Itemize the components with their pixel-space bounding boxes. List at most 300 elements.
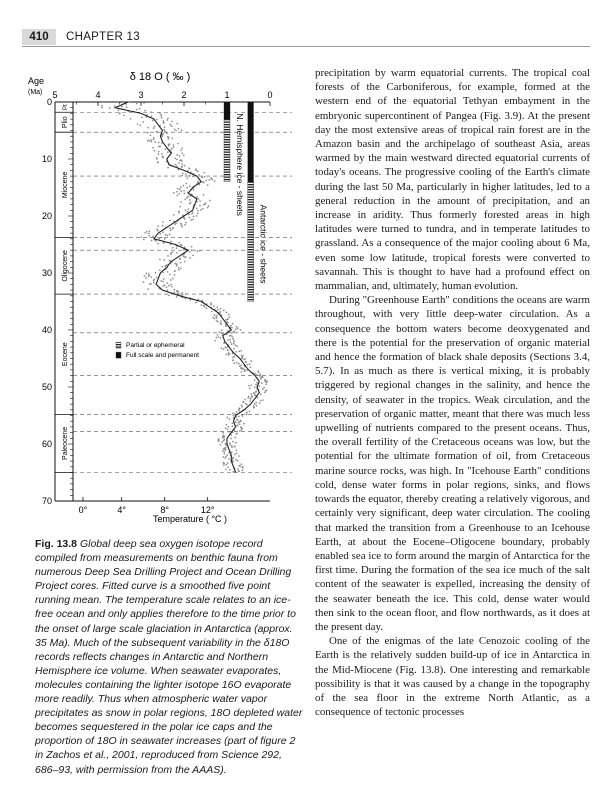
data-point <box>220 444 222 446</box>
ice-sheet-partial-bar <box>248 182 254 302</box>
data-point <box>159 238 161 240</box>
data-point <box>144 275 146 277</box>
data-point <box>197 212 199 214</box>
data-point <box>243 359 245 361</box>
data-point <box>195 169 197 171</box>
data-point <box>247 397 249 399</box>
data-point <box>156 277 158 279</box>
data-point <box>240 463 242 465</box>
data-point <box>213 305 215 307</box>
data-point <box>203 204 205 206</box>
data-point <box>150 134 152 136</box>
data-point <box>191 249 193 251</box>
data-point <box>257 370 259 372</box>
data-point <box>225 424 227 426</box>
data-point <box>152 147 154 149</box>
data-point <box>217 321 219 323</box>
data-point <box>238 471 240 473</box>
data-point <box>197 181 199 183</box>
data-point <box>147 132 149 134</box>
data-point <box>188 213 190 215</box>
data-point <box>241 355 243 357</box>
data-point <box>199 250 201 252</box>
data-point <box>143 281 145 283</box>
data-point <box>160 115 162 117</box>
data-point <box>158 142 160 144</box>
legend-label: Full scale and permanent <box>126 352 199 360</box>
data-point <box>256 374 258 376</box>
data-point <box>147 288 149 290</box>
data-point <box>260 394 262 396</box>
data-point <box>233 331 235 333</box>
data-point <box>221 329 223 331</box>
data-point <box>119 113 121 115</box>
data-point <box>249 400 251 402</box>
data-point <box>215 316 217 318</box>
data-point <box>214 340 216 342</box>
data-point <box>212 179 214 181</box>
data-point <box>237 460 239 462</box>
data-point <box>176 247 178 249</box>
ice-sheet-label: Antarctic ice - sheets <box>258 204 269 284</box>
data-point <box>233 415 235 417</box>
data-point <box>148 232 150 234</box>
data-point <box>191 246 193 248</box>
data-point <box>173 144 175 146</box>
data-point <box>149 235 151 237</box>
legend-swatch <box>116 342 121 348</box>
data-point <box>193 189 195 191</box>
data-point <box>204 176 206 178</box>
data-point <box>161 117 163 119</box>
data-point <box>254 393 256 395</box>
data-point <box>250 360 252 362</box>
data-point <box>244 369 246 371</box>
data-point <box>144 110 146 112</box>
data-point <box>154 150 156 152</box>
data-point <box>229 339 231 341</box>
data-point <box>166 282 168 284</box>
data-point <box>212 317 214 319</box>
data-point <box>232 338 234 340</box>
data-point <box>180 223 182 225</box>
data-point <box>231 445 233 447</box>
data-point <box>180 262 182 264</box>
data-point <box>243 368 245 370</box>
data-point <box>171 125 173 127</box>
data-point <box>253 407 255 409</box>
data-point <box>223 309 225 311</box>
data-point <box>254 403 256 405</box>
data-point <box>217 309 219 311</box>
data-point <box>231 343 233 345</box>
data-point <box>199 205 201 207</box>
data-point <box>218 440 220 442</box>
data-point <box>254 386 256 388</box>
data-point <box>168 295 170 297</box>
data-point <box>173 192 175 194</box>
data-point <box>181 224 183 226</box>
data-point <box>176 123 178 125</box>
data-point <box>231 332 233 334</box>
data-point <box>235 442 237 444</box>
data-point <box>242 415 244 417</box>
data-point <box>157 243 159 245</box>
data-point <box>232 425 234 427</box>
data-point <box>231 452 233 454</box>
epoch-label: Miocene <box>62 171 69 199</box>
data-point <box>140 236 142 238</box>
figure-caption <box>35 537 303 777</box>
d18o-tick-label: 4 <box>95 90 101 100</box>
data-point <box>223 436 225 438</box>
data-point <box>250 398 252 400</box>
data-point <box>223 440 225 442</box>
data-point <box>266 381 268 383</box>
data-point <box>141 117 143 119</box>
data-point <box>228 426 230 428</box>
data-point <box>234 454 236 456</box>
data-point <box>216 317 218 319</box>
data-point <box>157 162 159 164</box>
data-point <box>264 392 266 394</box>
data-point <box>161 136 163 138</box>
data-point <box>180 186 182 188</box>
data-point <box>176 252 178 254</box>
data-point <box>176 290 178 292</box>
data-point <box>204 306 206 308</box>
age-tick-label: 0 <box>46 97 52 107</box>
data-point <box>171 138 173 140</box>
data-point <box>221 347 223 349</box>
data-point <box>262 377 264 379</box>
data-point <box>244 399 246 401</box>
data-point <box>161 237 163 239</box>
data-point <box>145 277 147 279</box>
data-point <box>248 385 250 387</box>
age-tick-label: 50 <box>41 382 52 392</box>
y-axis-unit: (Ma) <box>28 89 43 96</box>
legend <box>116 342 199 359</box>
data-point <box>248 396 250 398</box>
data-point <box>192 211 194 213</box>
data-point <box>162 120 164 122</box>
data-point <box>191 213 193 215</box>
body-text <box>315 66 590 719</box>
data-point <box>225 319 227 321</box>
data-point <box>168 137 170 139</box>
data-point <box>152 236 154 238</box>
data-point <box>265 383 267 385</box>
d18o-tick-label: 1 <box>224 90 230 100</box>
page-number: 410 <box>22 29 56 45</box>
data-point <box>235 328 237 330</box>
data-point <box>198 198 200 200</box>
data-point <box>225 427 227 429</box>
data-point <box>239 365 241 367</box>
d18o-axis <box>52 90 272 106</box>
data-point <box>173 146 175 148</box>
data-point <box>214 318 216 320</box>
data-point <box>181 147 183 149</box>
data-point <box>232 323 234 325</box>
data-point <box>203 172 205 174</box>
data-point <box>210 304 212 306</box>
data-point <box>177 291 179 293</box>
data-point <box>182 292 184 294</box>
data-point <box>236 362 238 364</box>
data-point <box>157 230 159 232</box>
data-point <box>167 271 169 273</box>
data-point <box>223 348 225 350</box>
caption-text: Global deep sea oxygen isotope record compiled from measurements on benthic fauna from numerous Deep Sea Drilling Project and Ocean Drilling Project cores. Fitted curve is a smoothed five point running mean. The temperature scale relates to an ice-free ocean and only applies therefore to the time prior to the onset of large scale glaciation in Antarctica (approx. 35 Ma). Much of the subsequent variability in the δ18O records reflects changes in Antarctic and Northern Hemisphere ice volume. When seawater evaporates, molecules containing the lighter isotope 16O evaporate more readily. Thus when atmospheric water vapor precipitates as snow in polar regions, 18O depleted water becomes sequestered in the polar ice caps and the proportion of 18O in seawater increases (part of figure 2 in Zachos et al., 2001, reproduced from Science 292, 686–93, with permission from the AAAS). <box>35 538 303 776</box>
data-point <box>158 146 160 148</box>
data-point <box>184 257 186 259</box>
data-point <box>159 233 161 235</box>
data-point <box>230 325 232 327</box>
data-point <box>240 350 242 352</box>
data-point <box>176 296 178 298</box>
data-point <box>226 354 228 356</box>
data-point <box>235 351 237 353</box>
data-point <box>218 336 220 338</box>
data-point <box>255 391 257 393</box>
data-point <box>152 120 154 122</box>
data-point <box>150 276 152 278</box>
data-point <box>164 126 166 128</box>
data-point <box>166 119 168 121</box>
data-point <box>136 109 138 111</box>
data-point <box>185 173 187 175</box>
data-point <box>203 182 205 184</box>
data-point <box>168 285 170 287</box>
data-point <box>222 432 224 434</box>
data-point <box>223 463 225 465</box>
epoch-label: Paleocene <box>62 426 69 460</box>
data-point <box>238 363 240 365</box>
data-point <box>240 329 242 331</box>
data-point <box>259 402 261 404</box>
data-point <box>198 174 200 176</box>
data-point <box>260 378 262 380</box>
data-point <box>184 261 186 263</box>
data-point <box>154 126 156 128</box>
age-tick-label: 40 <box>41 325 52 335</box>
data-point <box>202 208 204 210</box>
data-point <box>192 255 194 257</box>
data-point <box>174 291 176 293</box>
data-point <box>227 428 229 430</box>
data-point <box>229 335 231 337</box>
data-point <box>153 127 155 129</box>
data-point <box>232 441 234 443</box>
data-point <box>171 121 173 123</box>
data-point <box>171 286 173 288</box>
data-point <box>232 471 234 473</box>
temperature-tick-label: 4° <box>117 505 126 515</box>
data-point <box>224 457 226 459</box>
data-point <box>164 265 166 267</box>
data-point <box>196 215 198 217</box>
data-point <box>221 441 223 443</box>
data-point <box>219 308 221 310</box>
data-point <box>178 267 180 269</box>
data-point <box>182 294 184 296</box>
data-point <box>156 119 158 121</box>
epoch-label: Pt <box>63 104 69 110</box>
data-point <box>234 446 236 448</box>
data-point <box>237 345 239 347</box>
temperature-tick-label: 0° <box>78 505 88 515</box>
data-point <box>228 314 230 316</box>
data-point <box>175 130 177 132</box>
data-point <box>238 410 240 412</box>
data-point <box>232 458 234 460</box>
data-point <box>178 210 180 212</box>
data-point <box>262 388 264 390</box>
data-point <box>165 234 167 236</box>
data-point <box>251 396 253 398</box>
data-point <box>223 451 225 453</box>
data-point <box>232 360 234 362</box>
data-point <box>225 443 227 445</box>
data-point <box>263 387 265 389</box>
data-point <box>211 310 213 312</box>
data-point <box>196 196 198 198</box>
epoch-label: Plio <box>62 116 69 129</box>
data-point <box>173 214 175 216</box>
d18o-tick-label: 3 <box>138 90 144 100</box>
data-point <box>169 274 171 276</box>
data-point <box>169 149 171 151</box>
data-point <box>236 453 238 455</box>
data-point <box>146 231 148 233</box>
data-point <box>178 212 180 214</box>
age-tick-label: 30 <box>41 268 52 278</box>
data-point <box>214 314 216 316</box>
data-point <box>143 239 145 241</box>
data-point <box>210 302 212 304</box>
data-point <box>101 105 103 107</box>
data-point <box>169 234 171 236</box>
data-point <box>228 458 230 460</box>
data-point <box>228 354 230 356</box>
data-point <box>170 229 172 231</box>
data-point <box>220 337 222 339</box>
data-point <box>166 132 168 134</box>
data-point <box>151 141 153 143</box>
data-point <box>232 357 234 359</box>
data-point <box>246 412 248 414</box>
data-point <box>121 106 123 108</box>
body-paragraph-2: During "Greenhouse Earth" conditions the oceans are warm throughout, with very little deep-water circulation. As a consequence the bottom waters become deoxygenated and there is the potential for the preservation of organic material and hence the formation of black shale deposits (Sections 3.4, 5.7). In as much as there is vertical mixing, it is probably triggered by regional changes in the salinity, and hence the density, of seawater in the tropics. Weak circulation, and the preservation of organic matter, meant that there was much less upwelling of nutrients compared to the present oceans. Thus, the overall fertility of the Cretaceous oceans was low, but the potential for the ultimate formation of oil, from Cretaceous marine source rocks, was high. In "Icehouse Earth" conditions cold, dense water forms in polar regions, sinks, and flows towards the equator, thereby creating a relatively vigorous, and certainly very significant, deep water circulation. The cooling that marked the transition from a Greenhouse to an Icehouse Earth, at about the Eocene–Oligocene boundary, probably enabled sea ice to form around the margin of Antarctica for the first time. During the formation of the sea ice much of the salt content of the seawater is expelled, increasing the density of the seawater beneath the ice. This cold, dense water would then sink to the ocean floor, and flow northwards, as it does at the present day. <box>315 294 590 633</box>
data-point <box>239 423 241 425</box>
data-point <box>255 402 257 404</box>
data-point <box>178 269 180 271</box>
data-point <box>142 121 144 123</box>
data-point <box>153 280 155 282</box>
data-point <box>184 165 186 167</box>
data-point <box>164 238 166 240</box>
data-point <box>162 266 164 268</box>
data-point <box>227 462 229 464</box>
data-point <box>240 368 242 370</box>
data-point <box>225 468 227 470</box>
d18o-tick-label: 0 <box>267 90 273 100</box>
data-point <box>164 130 166 132</box>
age-tick-label: 20 <box>41 211 52 221</box>
data-point <box>254 379 256 381</box>
data-point <box>205 180 207 182</box>
data-point <box>222 450 224 452</box>
data-point <box>237 422 239 424</box>
data-point <box>160 280 162 282</box>
data-point <box>149 283 151 285</box>
data-point <box>151 116 153 118</box>
data-point <box>226 464 228 466</box>
data-point <box>238 408 240 410</box>
data-point <box>234 413 236 415</box>
data-point <box>222 436 224 438</box>
age-tick-label: 60 <box>41 439 52 449</box>
data-point <box>172 247 174 249</box>
data-point <box>159 269 161 271</box>
data-point <box>185 209 187 211</box>
data-point <box>189 168 191 170</box>
data-point <box>189 175 191 177</box>
data-point <box>189 203 191 205</box>
data-point <box>126 106 128 108</box>
data-point <box>249 387 251 389</box>
data-point <box>167 138 169 140</box>
data-point <box>166 286 168 288</box>
data-point <box>170 124 172 126</box>
data-point <box>243 423 245 425</box>
data-point <box>130 118 132 120</box>
data-point <box>177 128 179 130</box>
data-point <box>148 276 150 278</box>
data-point <box>246 414 248 416</box>
data-point <box>157 131 159 133</box>
ice-sheet-full-bar <box>224 102 230 119</box>
data-point <box>180 149 182 151</box>
data-point <box>189 257 191 259</box>
data-point <box>249 363 251 365</box>
data-point <box>170 254 172 256</box>
data-point <box>177 188 179 190</box>
data-point <box>150 139 152 141</box>
data-point <box>223 453 225 455</box>
data-point <box>235 459 237 461</box>
data-point <box>231 336 233 338</box>
data-point <box>249 410 251 412</box>
data-point <box>229 469 231 471</box>
data-point <box>189 299 191 301</box>
data-point <box>178 242 180 244</box>
data-point <box>172 278 174 280</box>
data-point <box>155 240 157 242</box>
data-point <box>256 405 258 407</box>
data-point <box>214 180 216 182</box>
data-point <box>257 397 259 399</box>
data-point <box>167 289 169 291</box>
data-point <box>148 140 150 142</box>
data-point <box>235 449 237 451</box>
data-point <box>174 128 176 130</box>
data-point <box>186 187 188 189</box>
data-point <box>190 219 192 221</box>
data-point <box>250 393 252 395</box>
